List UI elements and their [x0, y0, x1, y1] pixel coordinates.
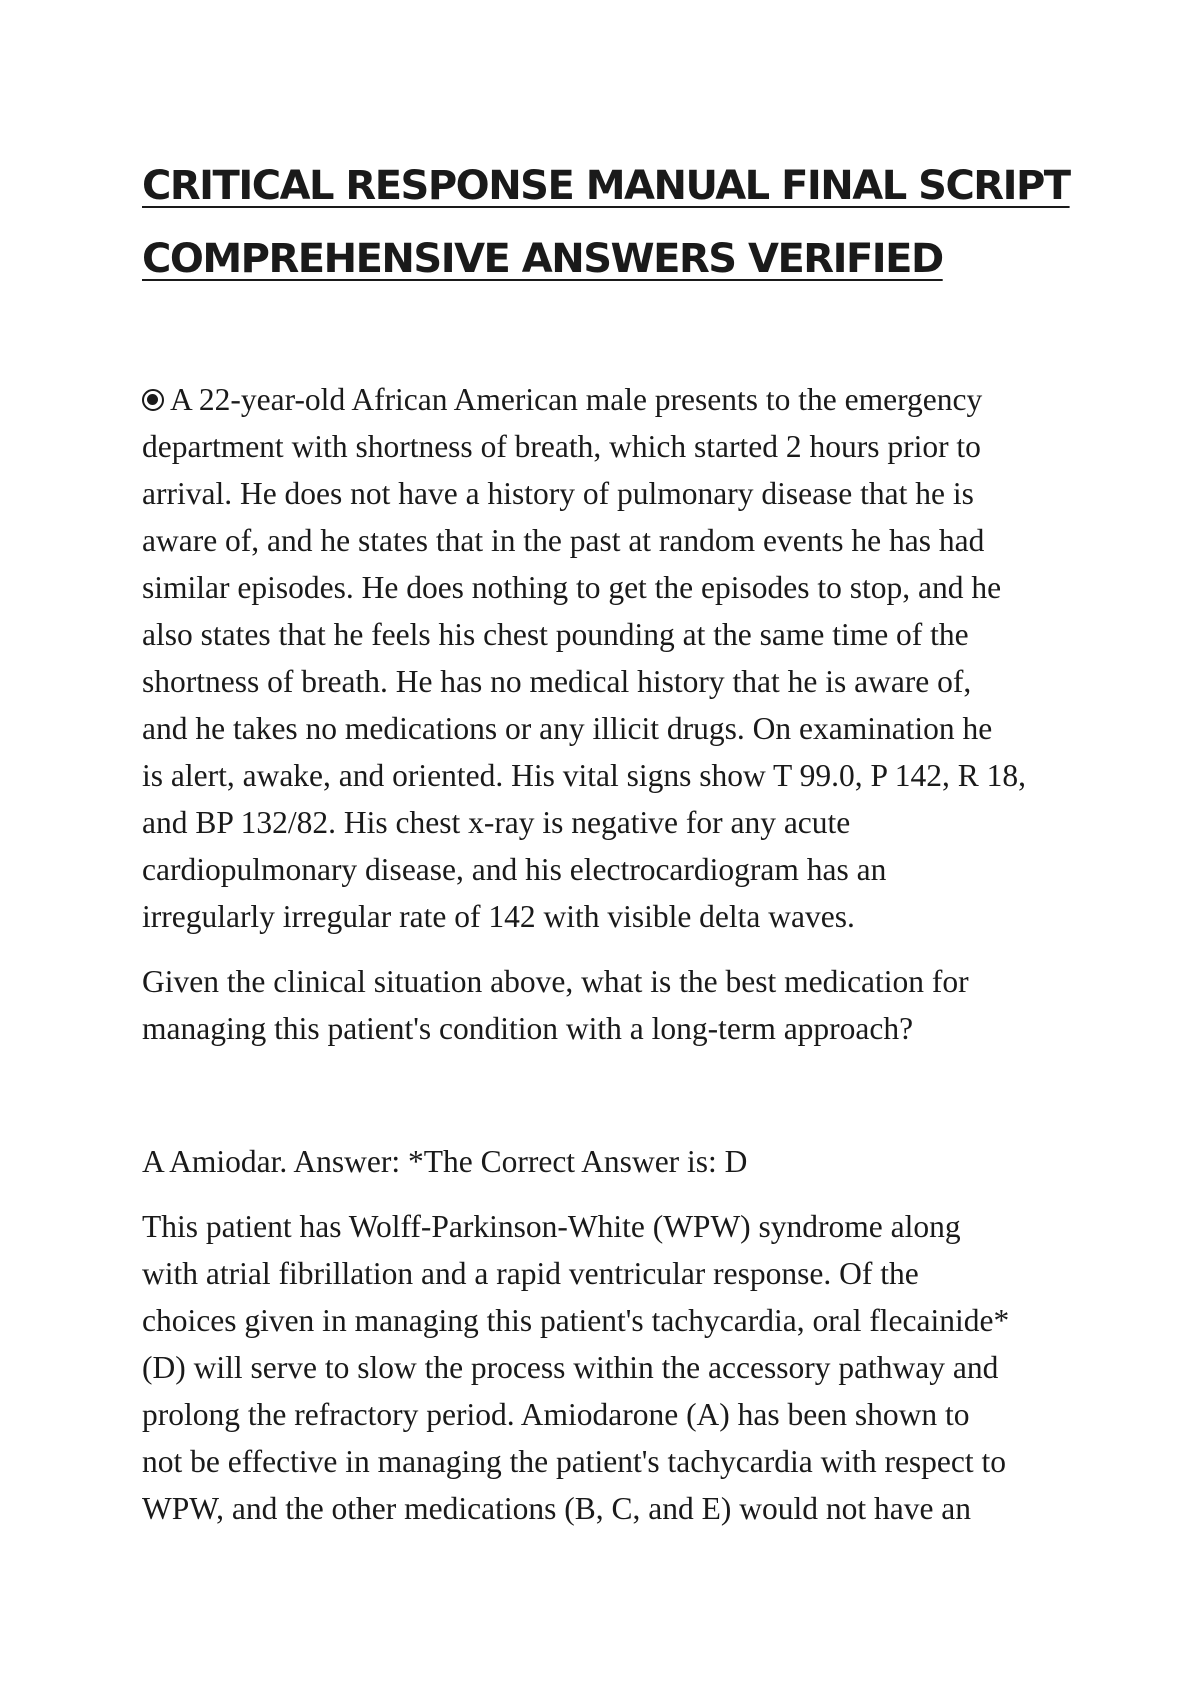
- question-line: A 22-year-old African American male presents to the emergency: [170, 382, 983, 417]
- question-line: cardiopulmonary disease, and his electrocardiogram has an: [142, 852, 887, 887]
- explanation-text: [142, 1203, 1082, 1532]
- question-line: and BP 132/82. His chest x-ray is negative for any acute: [142, 805, 851, 840]
- question-line: irregularly irregular rate of 142 with visible delta waves.: [142, 899, 855, 934]
- title-line-1: CRITICAL RESPONSE MANUAL FINAL SCRIPT: [142, 163, 1070, 209]
- explanation-line: choices given in managing this patient's tachycardia, oral flecainide*: [142, 1303, 1010, 1338]
- question-line: aware of, and he states that in the past at random events he has had: [142, 523, 985, 558]
- prompt-line: Given the clinical situation above, what is the best medication for: [142, 964, 969, 999]
- explanation-line: not be effective in managing the patient's tachycardia with respect to: [142, 1444, 1007, 1479]
- question-line: department with shortness of breath, which started 2 hours prior to: [142, 429, 981, 464]
- question-line: is alert, awake, and oriented. His vital signs show T 99.0, P 142, R 18,: [142, 758, 1026, 793]
- title-line-2: COMPREHENSIVE ANSWERS VERIFIED: [142, 236, 943, 282]
- explanation-line: with atrial fibrillation and a rapid ventricular response. Of the: [142, 1256, 919, 1291]
- question-line: also states that he feels his chest pounding at the same time of the: [142, 617, 969, 652]
- radio-bullet-icon: [142, 389, 164, 411]
- question-line: similar episodes. He does nothing to get the episodes to stop, and he: [142, 570, 1002, 605]
- question-prompt: [142, 958, 1082, 1052]
- explanation-line: WPW, and the other medications (B, C, and E) would not have an: [142, 1491, 972, 1526]
- question-line: and he takes no medications or any illicit drugs. On examination he: [142, 711, 993, 746]
- document-title: [142, 150, 1082, 296]
- question-line: shortness of breath. He has no medical history that he is aware of,: [142, 664, 972, 699]
- explanation-line: prolong the refractory period. Amiodarone (A) has been shown to: [142, 1397, 970, 1432]
- answer-text: A Amiodar. Answer: *The Correct Answer is: D: [142, 1144, 748, 1179]
- explanation-line: This patient has Wolff-Parkinson-White (WPW) syndrome along: [142, 1209, 961, 1244]
- explanation-line: (D) will serve to slow the process within the accessory pathway and: [142, 1350, 999, 1385]
- document-page: [142, 150, 1082, 1532]
- prompt-line: managing this patient's condition with a long-term approach?: [142, 1011, 914, 1046]
- question-text: [142, 376, 1082, 940]
- question-line: arrival. He does not have a history of pulmonary disease that he is: [142, 476, 974, 511]
